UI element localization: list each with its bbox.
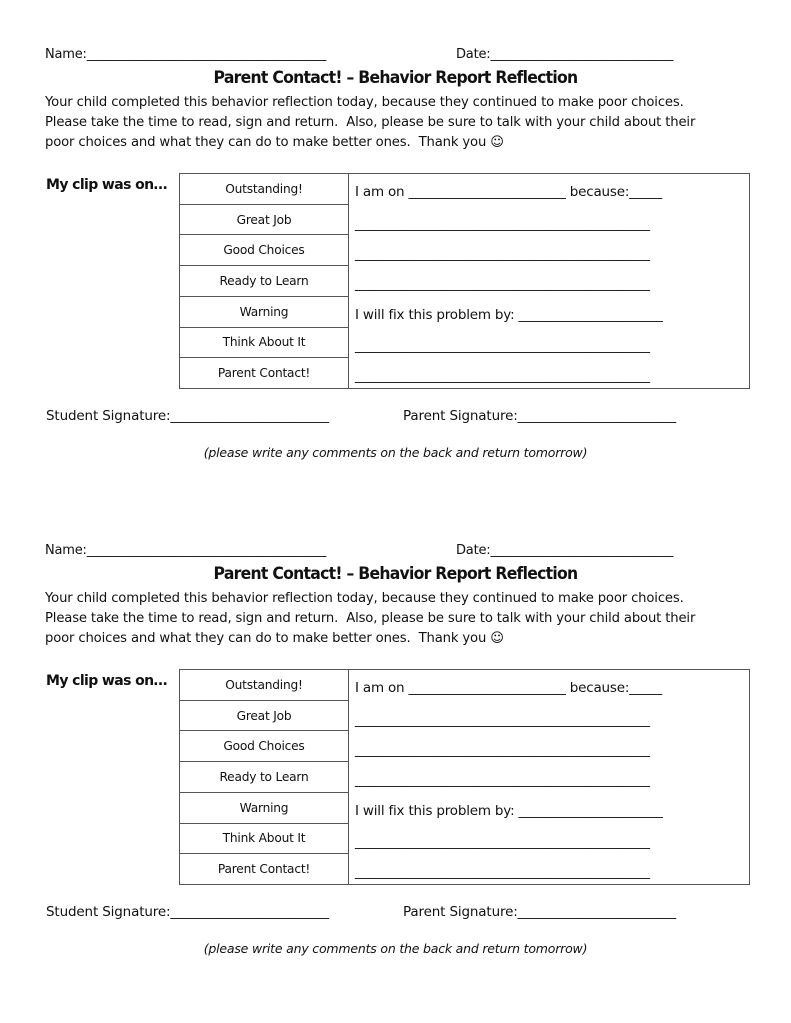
- level-parent-contact[interactable]: Parent Contact!: [180, 854, 349, 885]
- date-field[interactable]: Date:_____________________________: [456, 543, 674, 558]
- name-field[interactable]: Name:______________________________________: [45, 47, 327, 62]
- level-warning[interactable]: Warning: [180, 296, 349, 327]
- reason-line-1[interactable]: _____________________________________________: [355, 712, 650, 728]
- report-title: Parent Contact! – Behavior Report Reflection: [213, 564, 578, 584]
- clip-label: My clip was on…: [46, 177, 167, 193]
- level-ready-to-learn[interactable]: Ready to Learn: [180, 266, 349, 297]
- level-ready-to-learn[interactable]: Ready to Learn: [180, 762, 349, 793]
- report-sheet-2: [0, 496, 791, 956]
- level-great-job[interactable]: Great Job: [180, 204, 349, 235]
- level-great-job[interactable]: Great Job: [180, 700, 349, 731]
- level-good-choices[interactable]: Good Choices: [180, 731, 349, 762]
- clip-label: My clip was on…: [46, 673, 167, 689]
- clip-chart-table: [179, 669, 750, 885]
- fix-problem-line[interactable]: I will fix this problem by: ______________________: [355, 307, 663, 323]
- instructions-line-2: Please take the time to read, sign and return. Also, please be sure to talk with your child about their: [45, 115, 696, 130]
- level-outstanding[interactable]: Outstanding!: [180, 670, 349, 701]
- level-think-about-it[interactable]: Think About It: [180, 327, 349, 358]
- instructions-line-1: Your child completed this behavior reflection today, because they continued to make poor choices.: [45, 591, 684, 606]
- fix-line-1[interactable]: _____________________________________________: [355, 834, 650, 850]
- reason-line-3[interactable]: _____________________________________________: [355, 276, 650, 292]
- name-field[interactable]: Name:______________________________________: [45, 543, 327, 558]
- reflection-box[interactable]: [349, 670, 750, 885]
- fix-line-2[interactable]: _____________________________________________: [355, 368, 650, 384]
- instructions-line-1: Your child completed this behavior reflection today, because they continued to make poor choices.: [45, 95, 684, 110]
- i-am-on-line[interactable]: I am on ________________________ because:_____: [355, 680, 662, 696]
- reason-line-3[interactable]: _____________________________________________: [355, 772, 650, 788]
- report-title: Parent Contact! – Behavior Report Reflection: [213, 68, 578, 88]
- reason-line-2[interactable]: _____________________________________________: [355, 742, 650, 758]
- parent-signature-field[interactable]: Parent Signature:________________________: [403, 408, 677, 424]
- i-am-on-line[interactable]: I am on ________________________ because:_____: [355, 184, 662, 200]
- date-field[interactable]: Date:_____________________________: [456, 47, 674, 62]
- fix-problem-line[interactable]: I will fix this problem by: ______________________: [355, 803, 663, 819]
- level-good-choices[interactable]: Good Choices: [180, 235, 349, 266]
- instructions-line-3: poor choices and what they can do to make better ones. Thank you ☺: [45, 135, 504, 150]
- fix-line-1[interactable]: _____________________________________________: [355, 338, 650, 354]
- parent-signature-field[interactable]: Parent Signature:________________________: [403, 904, 677, 920]
- comments-note: (please write any comments on the back and return tomorrow): [203, 445, 588, 460]
- student-signature-field[interactable]: Student Signature:________________________: [46, 408, 329, 424]
- reflection-box[interactable]: [349, 174, 750, 389]
- fix-line-2[interactable]: _____________________________________________: [355, 864, 650, 880]
- level-outstanding[interactable]: Outstanding!: [180, 174, 349, 205]
- clip-chart-table: [179, 173, 750, 389]
- level-warning[interactable]: Warning: [180, 792, 349, 823]
- report-sheet-1: [0, 0, 791, 460]
- instructions-line-2: Please take the time to read, sign and return. Also, please be sure to talk with your child about their: [45, 611, 696, 626]
- level-parent-contact[interactable]: Parent Contact!: [180, 358, 349, 389]
- level-think-about-it[interactable]: Think About It: [180, 823, 349, 854]
- reason-line-1[interactable]: _____________________________________________: [355, 216, 650, 232]
- comments-note: (please write any comments on the back and return tomorrow): [203, 941, 588, 956]
- instructions-line-3: poor choices and what they can do to make better ones. Thank you ☺: [45, 631, 504, 646]
- student-signature-field[interactable]: Student Signature:________________________: [46, 904, 329, 920]
- reason-line-2[interactable]: _____________________________________________: [355, 246, 650, 262]
